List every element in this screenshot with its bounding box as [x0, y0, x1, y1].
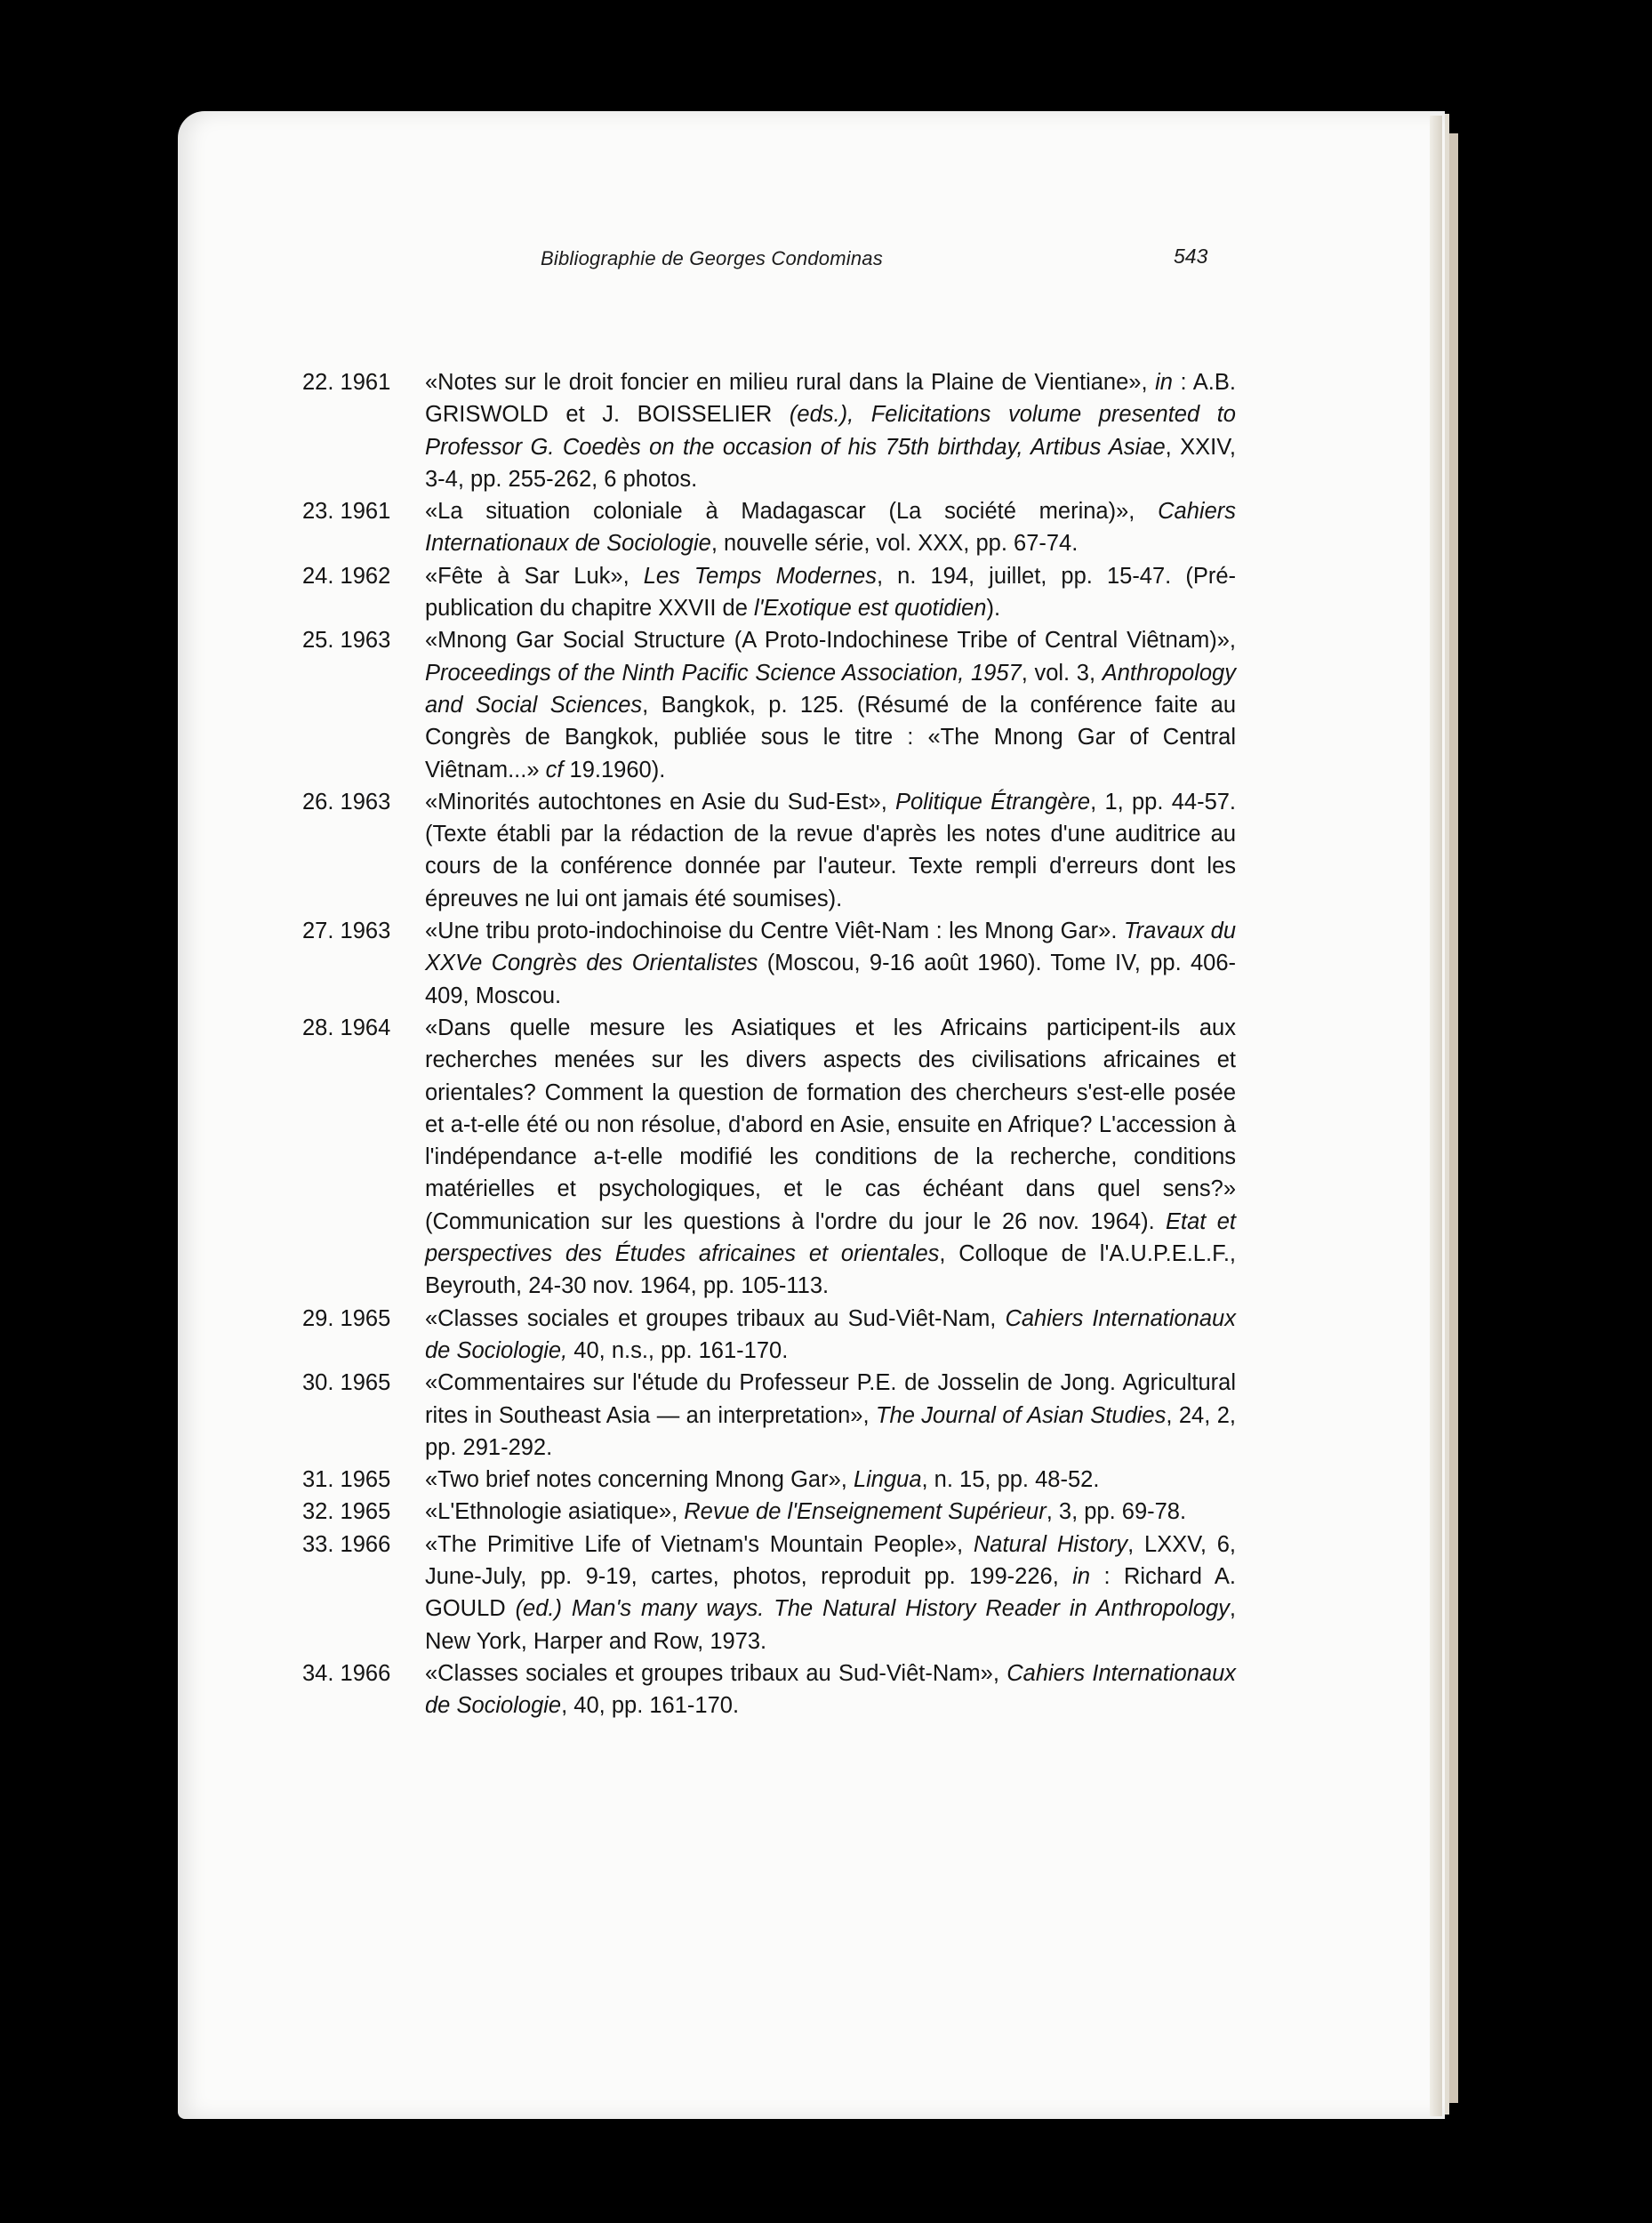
entry-text — [425, 1303, 1236, 1368]
entry-text — [425, 495, 1236, 560]
entry-number: 25. 1963 — [302, 628, 391, 654]
entry-segment: «Une tribu proto-indochinoise du Centre Viêt-Nam : les Mnong Gar». — [425, 919, 1124, 944]
entry-italic-segment: Revue de l'Enseignement Supérieur — [684, 1499, 1047, 1525]
page-fold-shadow — [1430, 116, 1442, 2116]
entry-italic-segment: Natural History — [973, 1531, 1128, 1557]
entry-text — [425, 1657, 1236, 1722]
bibliography-entry-23 — [302, 495, 1236, 560]
entry-number: 23. 1961 — [302, 499, 391, 525]
entry-segment: «Classes sociales et groupes tribaux au Sud-Viêt-Nam, — [425, 1305, 1006, 1331]
bibliography-entry-27 — [302, 915, 1236, 1012]
entry-number: 26. 1963 — [302, 789, 391, 815]
entry-segment: «The Primitive Life of Vietnam's Mountain People», — [425, 1531, 974, 1557]
entry-number: 29. 1965 — [302, 1305, 391, 1331]
entry-italic-segment: Les Temps Modernes — [643, 563, 877, 589]
entry-italic-segment: Anthropology and Social Sciences — [425, 660, 1236, 718]
entry-italic-segment: Etat et perspectives des Études africaines et orientales — [425, 1208, 1236, 1267]
entry-segment: , n. 15, pp. 48-52. — [921, 1467, 1100, 1493]
entry-italic-segment: Proceedings of the Ninth Pacific Science Association, 1957 — [425, 660, 1022, 686]
entry-number: 33. 1966 — [302, 1531, 391, 1557]
bibliography-entry-34 — [302, 1657, 1236, 1722]
entry-segment: «Commentaires sur l'étude du Professeur P.E. de Josselin de Jong. Agricultural rites in Southeast Asia — an interpretation», — [425, 1370, 1236, 1428]
entry-italic-segment: Lingua — [853, 1467, 922, 1493]
entry-segment: «Dans quelle mesure les Asiatiques et les Africains participent-ils aux recherches menées sur les divers aspects des civilisations africaines et orientales? Comment la question de formation des chercheurs s'est-elle posée et a-t-elle été ou non résolue, d'abord en Asie, ensuite en Afrique? L'accession à l'indépendance a-t-elle modifié les conditions de la recherche, conditions matérielles et psychologiques, et le cas échéant dans quel sens?» (Communication sur les questions à l'ordre du jour le 26 nov. 1964). — [425, 1015, 1236, 1234]
entry-segment: «Two brief notes concerning Mnong Gar», — [425, 1467, 854, 1493]
entry-text — [425, 915, 1236, 1012]
entry-segment: , 3, pp. 69-78. — [1046, 1499, 1187, 1525]
entry-segment: , Bangkok, p. 125. (Résumé de la conférence faite au Congrès de Bangkok, publiée sous le titre : «The Mnong Gar of Central Viêtnam...» — [425, 692, 1236, 782]
bibliography-entry-29 — [302, 1303, 1236, 1368]
entry-text — [425, 560, 1236, 625]
entry-italic-segment: l'Exotique est quotidien — [754, 596, 987, 622]
entry-italic-segment: Politique Étrangère — [895, 789, 1091, 815]
entry-segment: 40, n.s., pp. 161-170. — [567, 1337, 789, 1363]
entry-segment: : A.B. GRISWOLD et J. BOISSELIER — [425, 370, 1236, 428]
entry-segment: , n. 194, juillet, pp. 15-47. (Pré-publication du chapitre XXVII de — [425, 563, 1236, 622]
bibliography-entry-33 — [302, 1529, 1236, 1657]
entry-segment: , LXXV, 6, June-July, pp. 9-19, cartes, photos, reproduit pp. 199-226, — [425, 1531, 1236, 1589]
entry-italic-segment: Cahiers Internationaux de Sociologie, — [425, 1305, 1236, 1363]
entry-segment: «Notes sur le droit foncier en milieu rural dans la Plaine de Vientiane», — [425, 370, 1156, 395]
bibliography-entry-32 — [302, 1496, 1236, 1528]
entry-segment: «Classes sociales et groupes tribaux au Sud-Viêt-Nam», — [425, 1660, 1007, 1686]
entry-number: 28. 1964 — [302, 1015, 391, 1040]
entry-italic-segment: cf — [545, 757, 564, 782]
entry-italic-segment: Cahiers Internationaux de Sociologie — [425, 499, 1236, 557]
entry-segment: : Richard A. GOULD — [425, 1563, 1236, 1622]
entry-italic-segment: Cahiers Internationaux de Sociologie — [425, 1660, 1236, 1719]
entry-segment: , 24, 2, pp. 291-292. — [425, 1402, 1236, 1460]
entry-segment: , nouvelle série, vol. XXX, pp. 67-74. — [710, 531, 1079, 557]
bibliography-entry-30 — [302, 1367, 1236, 1464]
entry-segment: «Mnong Gar Social Structure (A Proto-Indochinese Tribe of Central Viêtnam)», — [425, 628, 1236, 654]
running-title: Bibliographie de Georges Condominas — [541, 247, 883, 269]
bibliography-list — [302, 366, 1236, 1721]
entry-text — [425, 786, 1236, 915]
entry-italic-segment: in — [1072, 1563, 1091, 1589]
entry-segment: ). — [986, 596, 1001, 622]
entry-number: 22. 1961 — [302, 370, 391, 395]
entry-number: 24. 1962 — [302, 563, 391, 589]
entry-italic-segment: in — [1155, 370, 1173, 395]
entry-segment: , 1, pp. 44-57. (Texte établi par la rédaction de la revue d'après les notes d'une auditrice au cours de la conférence donnée par l'auteur. Texte rempli d'erreurs dont les épreuves ne lui ont jamais été soumises). — [425, 789, 1237, 911]
entry-text — [425, 624, 1236, 785]
entry-segment: 19.1960). — [563, 757, 666, 782]
entry-italic-segment: (eds.), Felicitations volume presented to Professor G. Coedès on the occasion of his 75th birthday, Artibus Asiae — [425, 402, 1236, 460]
entry-text — [425, 1496, 1236, 1528]
entry-number: 27. 1963 — [302, 919, 391, 944]
bibliography-entry-22 — [302, 366, 1236, 495]
entry-segment: «Fête à Sar Luk», — [425, 563, 644, 589]
entry-number: 31. 1965 — [302, 1467, 391, 1493]
entry-segment: «L'Ethnologie asiatique», — [425, 1499, 685, 1525]
page-number: 543 — [1174, 245, 1208, 268]
bibliography-entry-28 — [302, 1012, 1236, 1303]
entry-number: 34. 1966 — [302, 1660, 391, 1686]
entry-number: 30. 1965 — [302, 1370, 391, 1396]
entry-segment: , XXIV, 3-4, pp. 255-262, 6 photos. — [425, 434, 1236, 492]
entry-text — [425, 1367, 1236, 1464]
entry-segment: «Minorités autochtones en Asie du Sud-Est», — [425, 789, 896, 815]
entry-segment: , 40, pp. 161-170. — [561, 1693, 740, 1719]
bibliography-entry-31 — [302, 1464, 1236, 1496]
entry-segment: «La situation coloniale à Madagascar (La société merina)», — [425, 499, 1159, 525]
entry-segment: (Moscou, 9-16 août 1960). Tome IV, pp. 406-409, Moscou. — [425, 951, 1237, 1008]
bibliography-entry-26 — [302, 786, 1236, 915]
entry-text — [425, 1464, 1236, 1496]
entry-segment: , Colloque de l'A.U.P.E.L.F., Beyrouth, 24-30 nov. 1964, pp. 105-113. — [425, 1241, 1236, 1299]
entry-segment: , vol. 3, — [1021, 660, 1103, 686]
entry-text — [425, 1529, 1236, 1657]
entry-number: 32. 1965 — [302, 1499, 391, 1525]
entry-italic-segment: The Journal of Asian Studies — [875, 1402, 1167, 1428]
entry-text — [425, 366, 1236, 495]
bibliography-entry-25 — [302, 624, 1236, 785]
entry-italic-segment: Travaux du XXVe Congrès des Orientalistes — [425, 919, 1237, 976]
entry-segment: , New York, Harper and Row, 1973. — [425, 1596, 1236, 1654]
bibliography-entry-24 — [302, 560, 1236, 625]
entry-text — [425, 1012, 1236, 1303]
entry-italic-segment: (ed.) Man's many ways. The Natural History Reader in Anthropology — [515, 1596, 1230, 1622]
